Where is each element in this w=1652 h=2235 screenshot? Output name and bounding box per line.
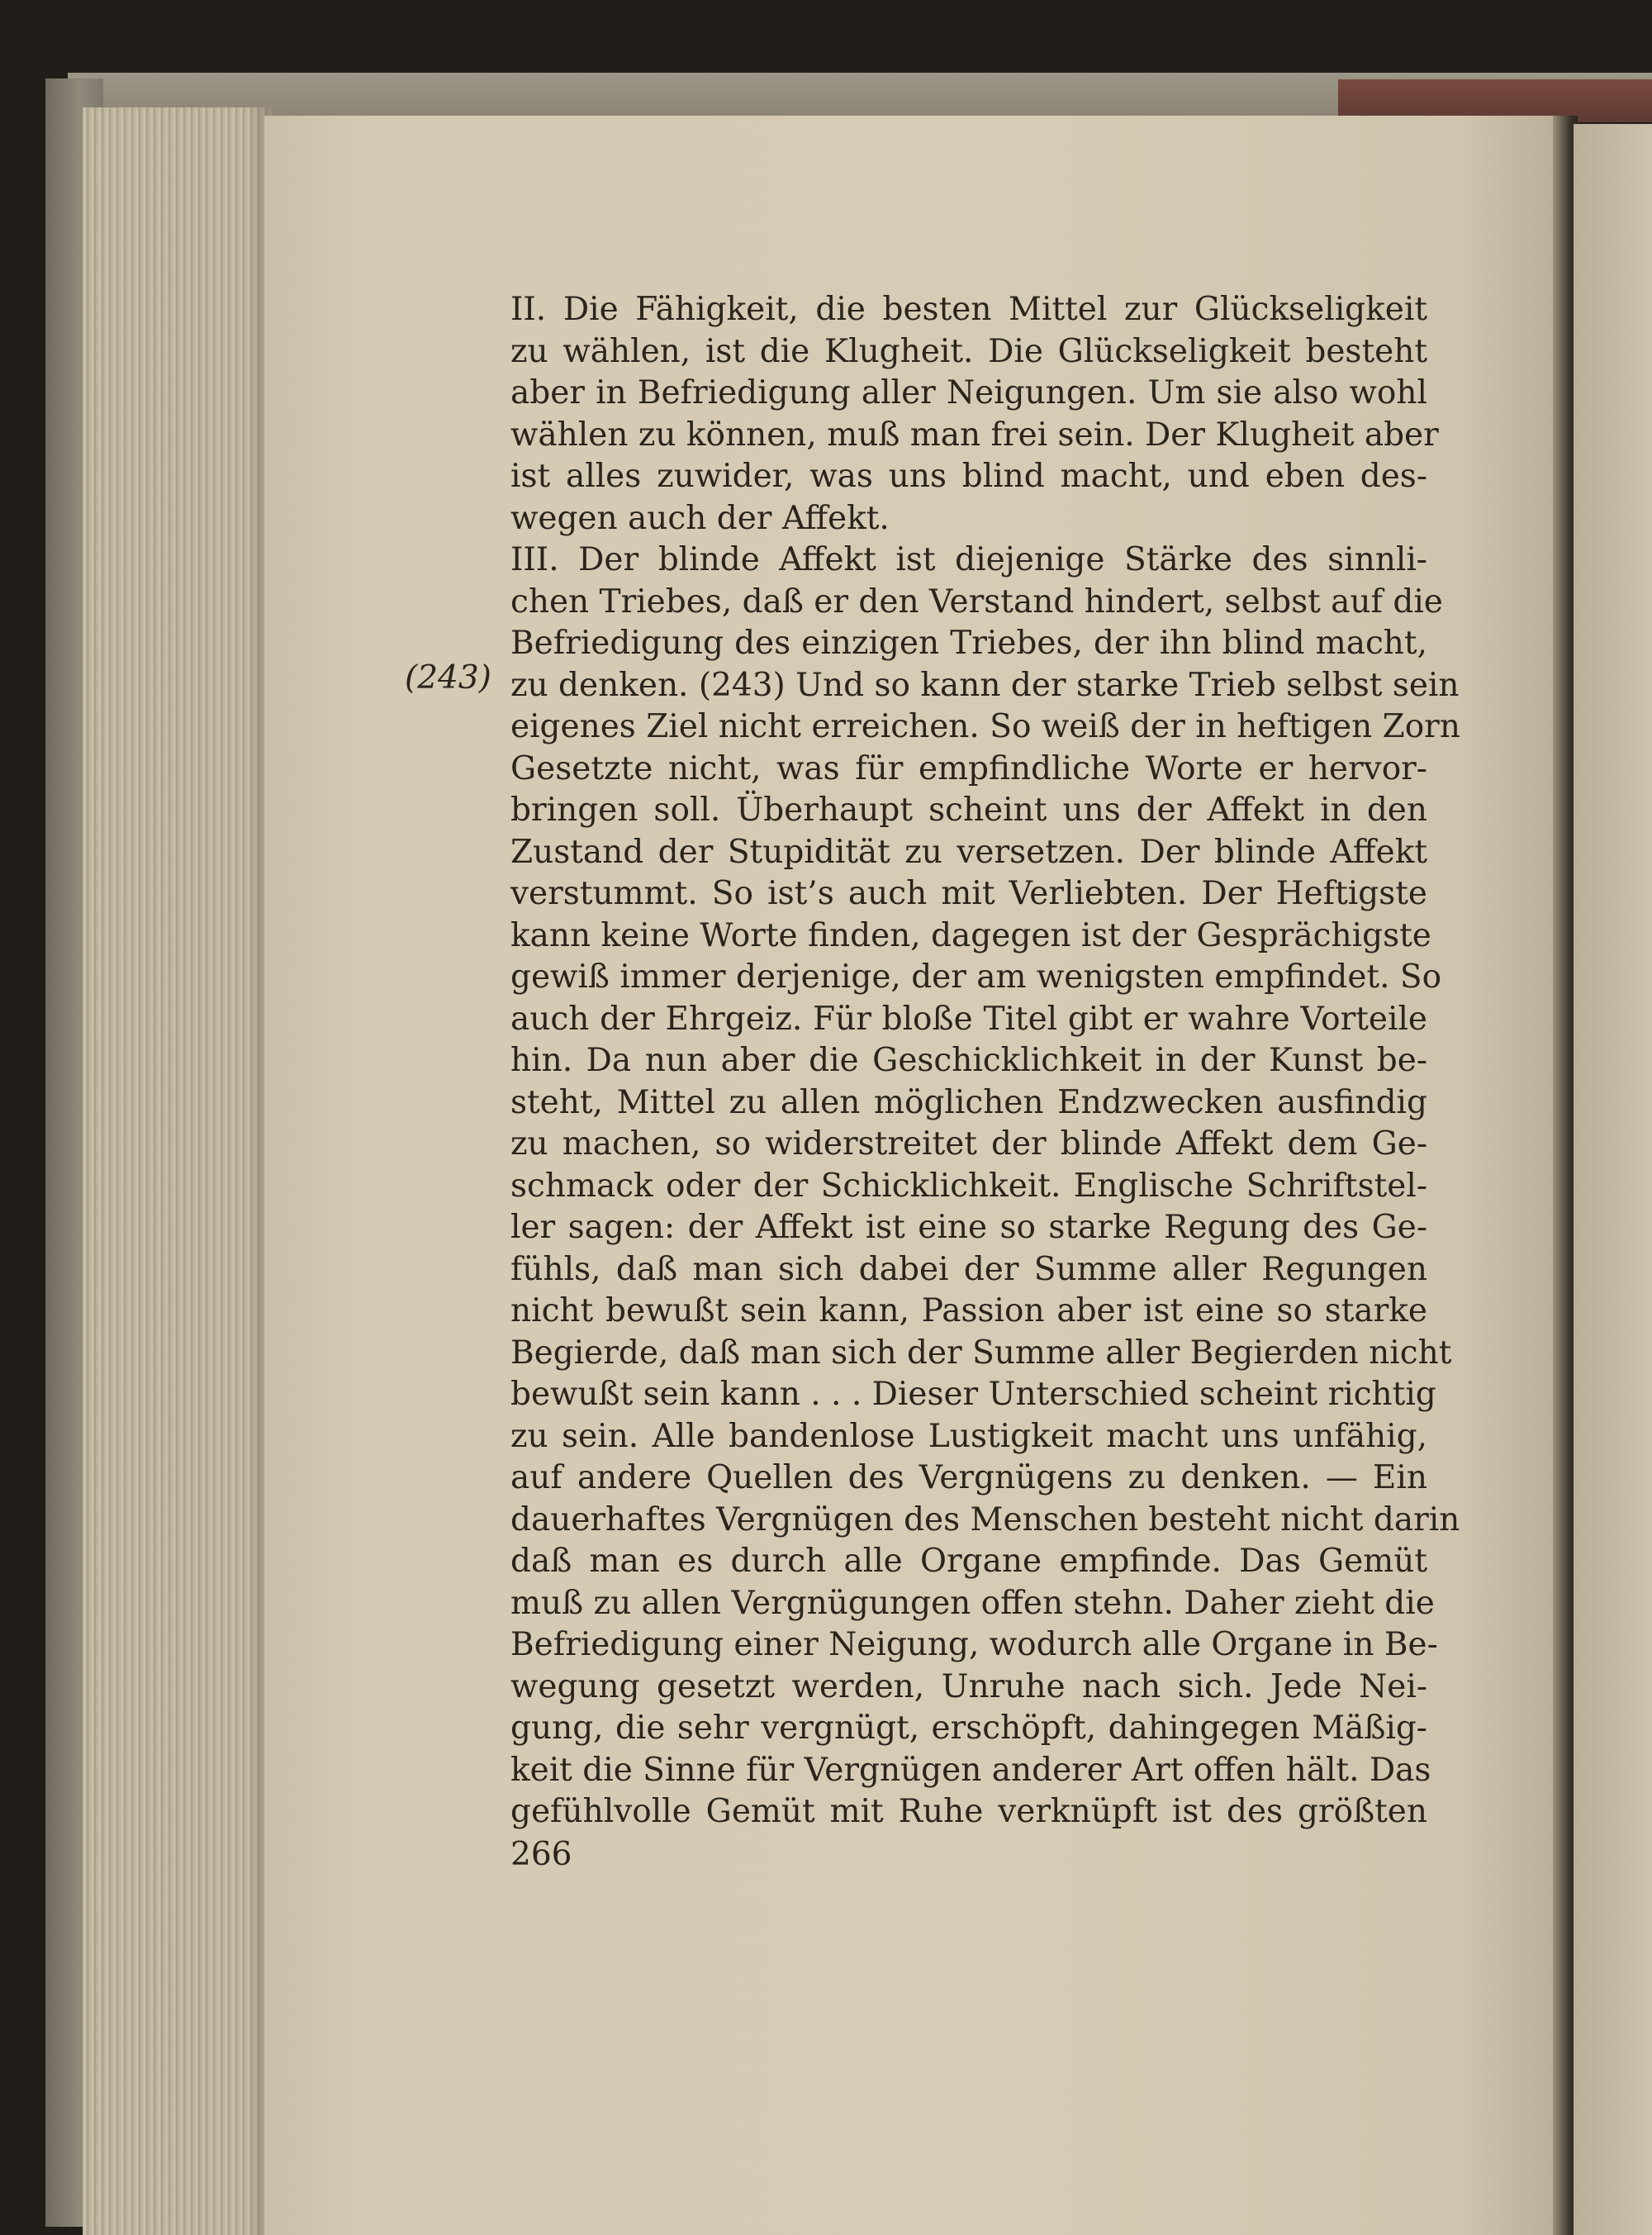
text-line: fühls, daß man sich dabei der Summe aller Regungen <box>510 1250 1427 1288</box>
text-line: verstummt. So ist’s auch mit Verliebten. Der Heftigste <box>510 875 1427 912</box>
text-line: muß zu allen Vergnügungen offen stehn. Daher zieht die <box>510 1584 1435 1622</box>
text-line: bringen soll. Überhaupt scheint uns der Affekt in den <box>510 792 1427 829</box>
text-line: gung, die sehr vergnügt, erschöpft, dahingegen Mäßig- <box>510 1710 1427 1747</box>
text-line: zu machen, so widerstreitet der blinde Affekt dem Ge- <box>510 1125 1427 1163</box>
text-line: Befriedigung einer Neigung, wodurch alle Organe in Be- <box>510 1626 1438 1663</box>
page-body-text <box>510 289 1460 1833</box>
text-line: steht, Mittel zu allen möglichen Endzwecken ausfindig <box>510 1083 1427 1121</box>
text-line: wählen zu können, muß man frei sein. Der Klugheit aber <box>510 416 1439 454</box>
text-line: wegung gesetzt werden, Unruhe nach sich. Jede Nei- <box>510 1667 1427 1705</box>
text-line: Befriedigung des einzigen Triebes, der ihn blind macht, <box>510 625 1427 662</box>
text-line: auch der Ehrgeiz. Für bloße Titel gibt er wahre Vorteile <box>510 1000 1427 1038</box>
text-line: gefühlvolle Gemüt mit Ruhe verknüpft ist des größten <box>510 1793 1427 1830</box>
margin-page-reference: (243) <box>405 659 491 697</box>
text-line: Gesetzte nicht, was für empfindliche Worte er hervor- <box>510 749 1427 787</box>
text-line: zu denken. (243) Und so kann der starke Trieb selbst sein <box>510 666 1460 704</box>
page-block-edges <box>83 107 273 2235</box>
text-line: kann keine Worte finden, dagegen ist der Gesprächigste <box>510 916 1431 954</box>
page-number: 266 <box>510 1836 572 1873</box>
text-line: daß man es durch alle Organe empfinde. Das Gemüt <box>510 1543 1427 1580</box>
text-line: dauerhaftes Vergnügen des Menschen besteht nicht darin <box>510 1500 1460 1538</box>
text-line: ler sagen: der Affekt ist eine so starke Regung des Ge- <box>510 1209 1427 1246</box>
text-line: aber in Befriedigung aller Neigungen. Um sie also wohl <box>510 374 1427 411</box>
text-line: eigenes Ziel nicht erreichen. So weiß der in heftigen Zorn <box>510 708 1460 745</box>
text-line: gewiß immer derjenige, der am wenigsten empfindet. So <box>510 958 1442 996</box>
facing-page-edge <box>1574 124 1652 2235</box>
text-line: III. Der blinde Affekt ist diejenige Stärke des sinnli- <box>510 541 1427 578</box>
text-line: keit die Sinne für Vergnügen anderer Art offen hält. Das <box>510 1751 1431 1789</box>
text-line: ist alles zuwider, was uns blind macht, und eben des- <box>510 458 1427 495</box>
text-line: wegen auch der Affekt. <box>510 499 890 537</box>
text-line: zu sein. Alle bandenlose Lustigkeit macht uns unfähig, <box>510 1417 1427 1455</box>
text-line: Zustand der Stupidität zu versetzen. Der blinde Affekt <box>510 833 1427 871</box>
text-line: nicht bewußt sein kann, Passion aber ist eine so starke <box>510 1292 1427 1329</box>
text-line: II. Die Fähigkeit, die besten Mittel zur Glückseligkeit <box>510 291 1427 328</box>
text-line: bewußt sein kann . . . Dieser Unterschied scheint richtig <box>510 1376 1436 1413</box>
text-line: chen Triebes, daß er den Verstand hindert, selbst auf die <box>510 583 1443 621</box>
text-line: hin. Da nun aber die Geschicklichkeit in der Kunst be- <box>510 1042 1427 1079</box>
text-line: Begierde, daß man sich der Summe aller Begierden nicht <box>510 1334 1452 1372</box>
text-line: schmack oder der Schicklichkeit. Englische Schriftstel- <box>510 1167 1427 1205</box>
text-line: auf andere Quellen des Vergnügens zu denken. — Ein <box>510 1459 1427 1496</box>
text-line: zu wählen, ist die Klugheit. Die Glückseligkeit besteht <box>510 332 1427 370</box>
